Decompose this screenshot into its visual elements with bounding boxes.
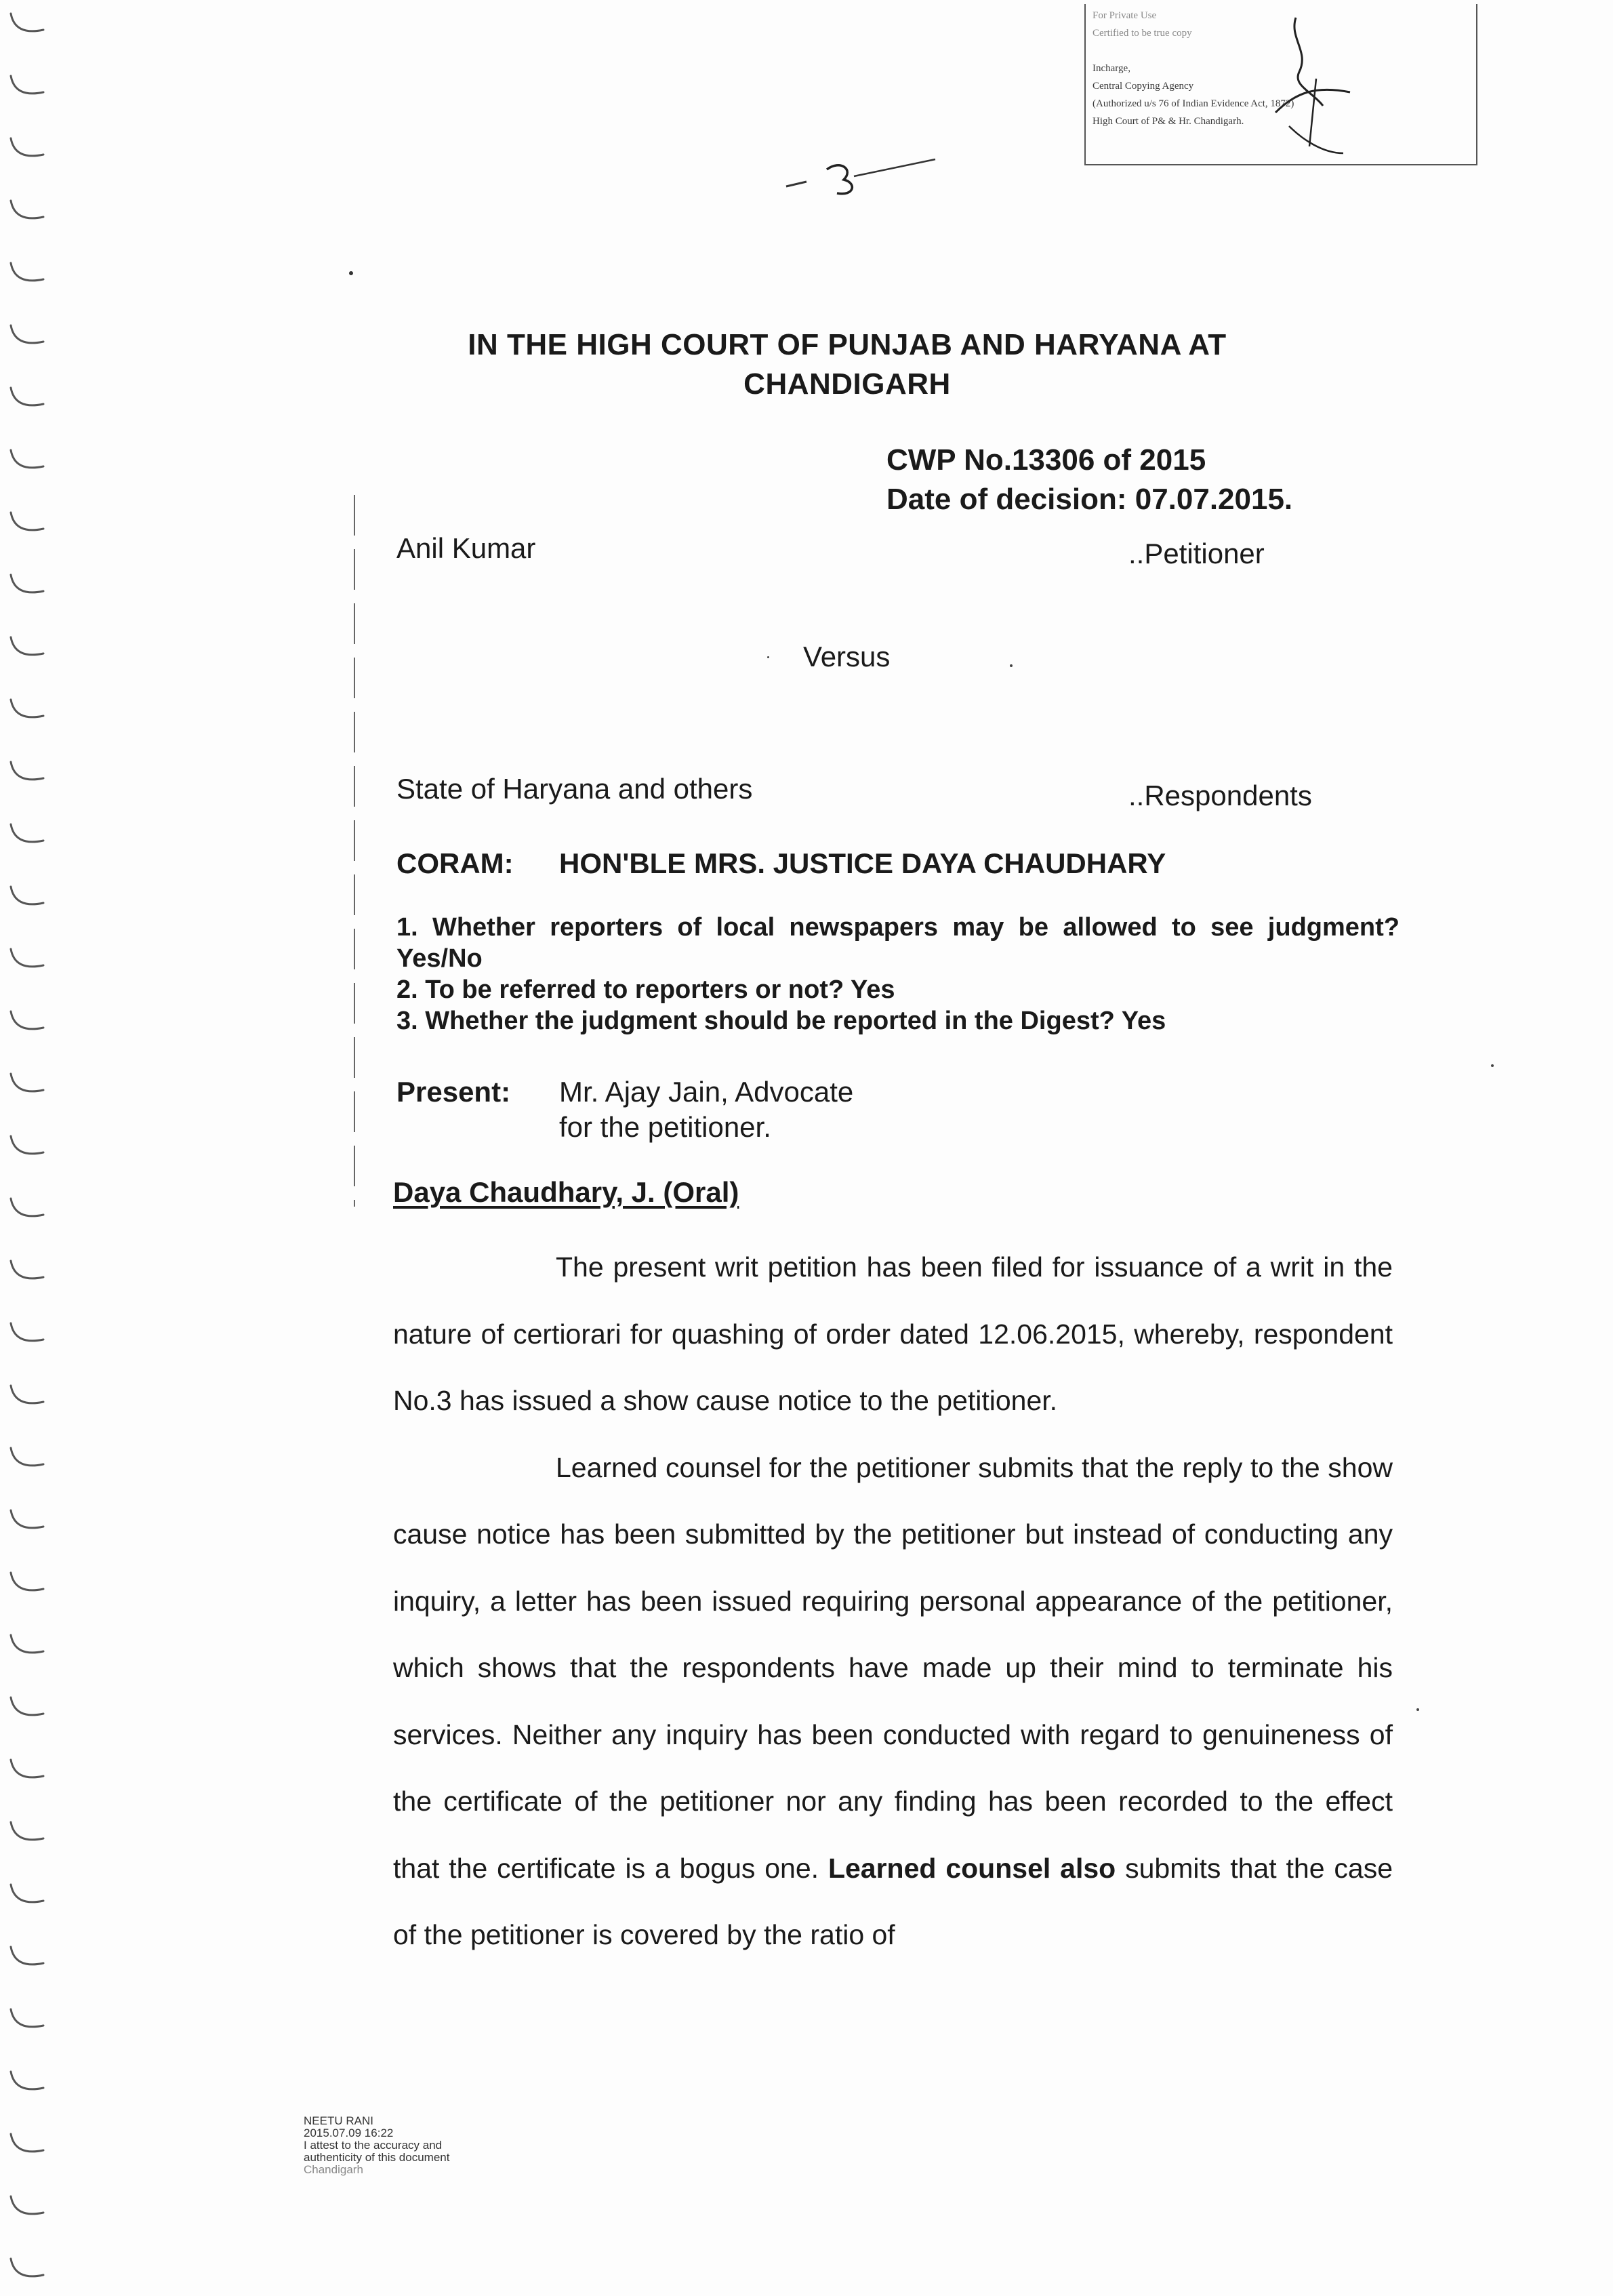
digital-signature [304, 2115, 449, 2176]
binding-mark [11, 1323, 43, 1341]
question-1: 1. Whether reporters of local newspapers may be allowed to see judgment? Yes/No [396, 913, 1400, 973]
stamp-line-1: For Private Use [1093, 10, 1157, 21]
court-title [339, 325, 1355, 404]
binding-mark [11, 201, 43, 218]
coram-judge: HON'BLE MRS. JUSTICE DAYA CHAUDHARY [559, 847, 1166, 879]
speck [1416, 1708, 1419, 1711]
versus-label: Versus [803, 641, 891, 672]
certified-copy-stamp [1084, 4, 1477, 165]
binding-mark [11, 2196, 43, 2214]
binding-mark [11, 1947, 43, 1965]
judgment-body [393, 1234, 1393, 1969]
stamp-line-4: Central Copying Agency [1093, 81, 1194, 92]
binding-mark [11, 1448, 43, 1466]
binding-mark [11, 263, 43, 281]
signature-place: Chandigarh [304, 2163, 363, 2176]
binding-mark [11, 1573, 43, 1590]
binding-mark [11, 1510, 43, 1528]
binding-mark [11, 700, 43, 717]
binding-mark [11, 887, 43, 904]
signer-name: NEETU RANI [304, 2114, 373, 2127]
stamp-line-5: (Authorized u/s 76 of Indian Evidence Act, 1872) [1093, 98, 1294, 109]
binding-mark [11, 138, 43, 156]
judge-heading: Daya Chaudhary, J. (Oral) [393, 1176, 739, 1208]
binding-mark [11, 1760, 43, 1777]
attest-line-2: authenticity of this document [304, 2151, 450, 2164]
stamp-line-2: Certified to be true copy [1093, 28, 1192, 39]
question-3: 3. Whether the judgment should be reported in the Digest? Yes [396, 1007, 1166, 1035]
speck [349, 271, 353, 275]
binding-mark [11, 1885, 43, 1902]
binding-mark [11, 76, 43, 94]
binding-mark [11, 1261, 43, 1278]
question-2: 2. To be referred to reporters or not? Yes [396, 975, 895, 1004]
margin-rule [354, 495, 355, 1207]
binding-mark [11, 325, 43, 343]
respondent-name: State of Haryana and others [396, 773, 753, 805]
binding-mark [11, 575, 43, 592]
binding-marks [4, 0, 58, 2296]
binding-mark [11, 2259, 43, 2276]
paragraph-2-bold: Learned counsel also [828, 1852, 1116, 1884]
page-number-mark [779, 149, 942, 203]
stamp-line-6: High Court of P& & Hr. Chandigarh. [1093, 116, 1244, 127]
stamp-line-3: Incharge, [1093, 63, 1130, 74]
paragraph-1: The present writ petition has been filed for issuance of a writ in the nature of certiorari for quashing of order dated 12.06.2015, whereby, respondent No.3 has issued a show cause notice to the petitioner. [393, 1251, 1393, 1416]
binding-mark [11, 2009, 43, 2027]
binding-mark [11, 1074, 43, 1091]
court-title-line-2: CHANDIGARH [743, 367, 951, 401]
binding-mark [11, 2072, 43, 2089]
present-for: for the petitioner. [559, 1111, 771, 1143]
binding-mark [11, 1011, 43, 1029]
binding-mark [11, 1697, 43, 1715]
binding-mark [11, 1635, 43, 1653]
binding-mark [11, 762, 43, 780]
binding-marks-graphic [4, 0, 58, 2296]
binding-mark [11, 637, 43, 655]
paragraph-2 [393, 1434, 1393, 1969]
speck [767, 656, 769, 658]
binding-mark [11, 949, 43, 967]
decision-date: Date of decision: 07.07.2015. [886, 483, 1293, 516]
binding-mark [11, 2134, 43, 2152]
case-number: CWP No.13306 of 2015 [886, 443, 1206, 477]
petitioner-role: ..Petitioner [1128, 538, 1265, 569]
coram-line [396, 847, 1166, 880]
signature-timestamp: 2015.07.09 16:22 [304, 2127, 394, 2139]
case-info [886, 441, 1292, 519]
binding-mark [11, 14, 43, 31]
binding-mark [11, 1822, 43, 1840]
attest-line-1: I attest to the accuracy and [304, 2139, 443, 2152]
paragraph-2-text: Learned counsel for the petitioner submits that the reply to the show cause notice has been submitted by the petitioner but instead of conducting any inquiry, a letter has been issued requiring personal appearance of the petitioner, which shows that the respondents have made up their mind to terminate his services. Neither any inquiry has been conducted with regard to genuineness of the certificate of the petitioner nor any finding has been recorded to the effect that the certificate is a bogus one. [393, 1451, 1393, 1884]
binding-mark [11, 1136, 43, 1154]
present-label: Present: [396, 1076, 511, 1108]
binding-mark [11, 1199, 43, 1216]
binding-mark [11, 1386, 43, 1403]
court-title-line-1: IN THE HIGH COURT OF PUNJAB AND HARYANA AT [468, 328, 1227, 361]
stamp-signature [1248, 11, 1357, 167]
present-counsel: Mr. Ajay Jain, Advocate [559, 1076, 854, 1108]
speck [1010, 664, 1013, 667]
binding-mark [11, 388, 43, 405]
coram-label: CORAM: [396, 847, 514, 879]
speck [1491, 1064, 1494, 1067]
binding-mark [11, 824, 43, 842]
respondent-role: ..Respondents [1128, 780, 1312, 811]
binding-mark [11, 512, 43, 530]
binding-mark [11, 450, 43, 468]
reporting-questions [396, 912, 1400, 1036]
petitioner-name: Anil Kumar [396, 532, 536, 564]
paragraph-2-tail: submits that the case of the petitioner is covered by the ratio of [393, 1852, 1393, 1950]
